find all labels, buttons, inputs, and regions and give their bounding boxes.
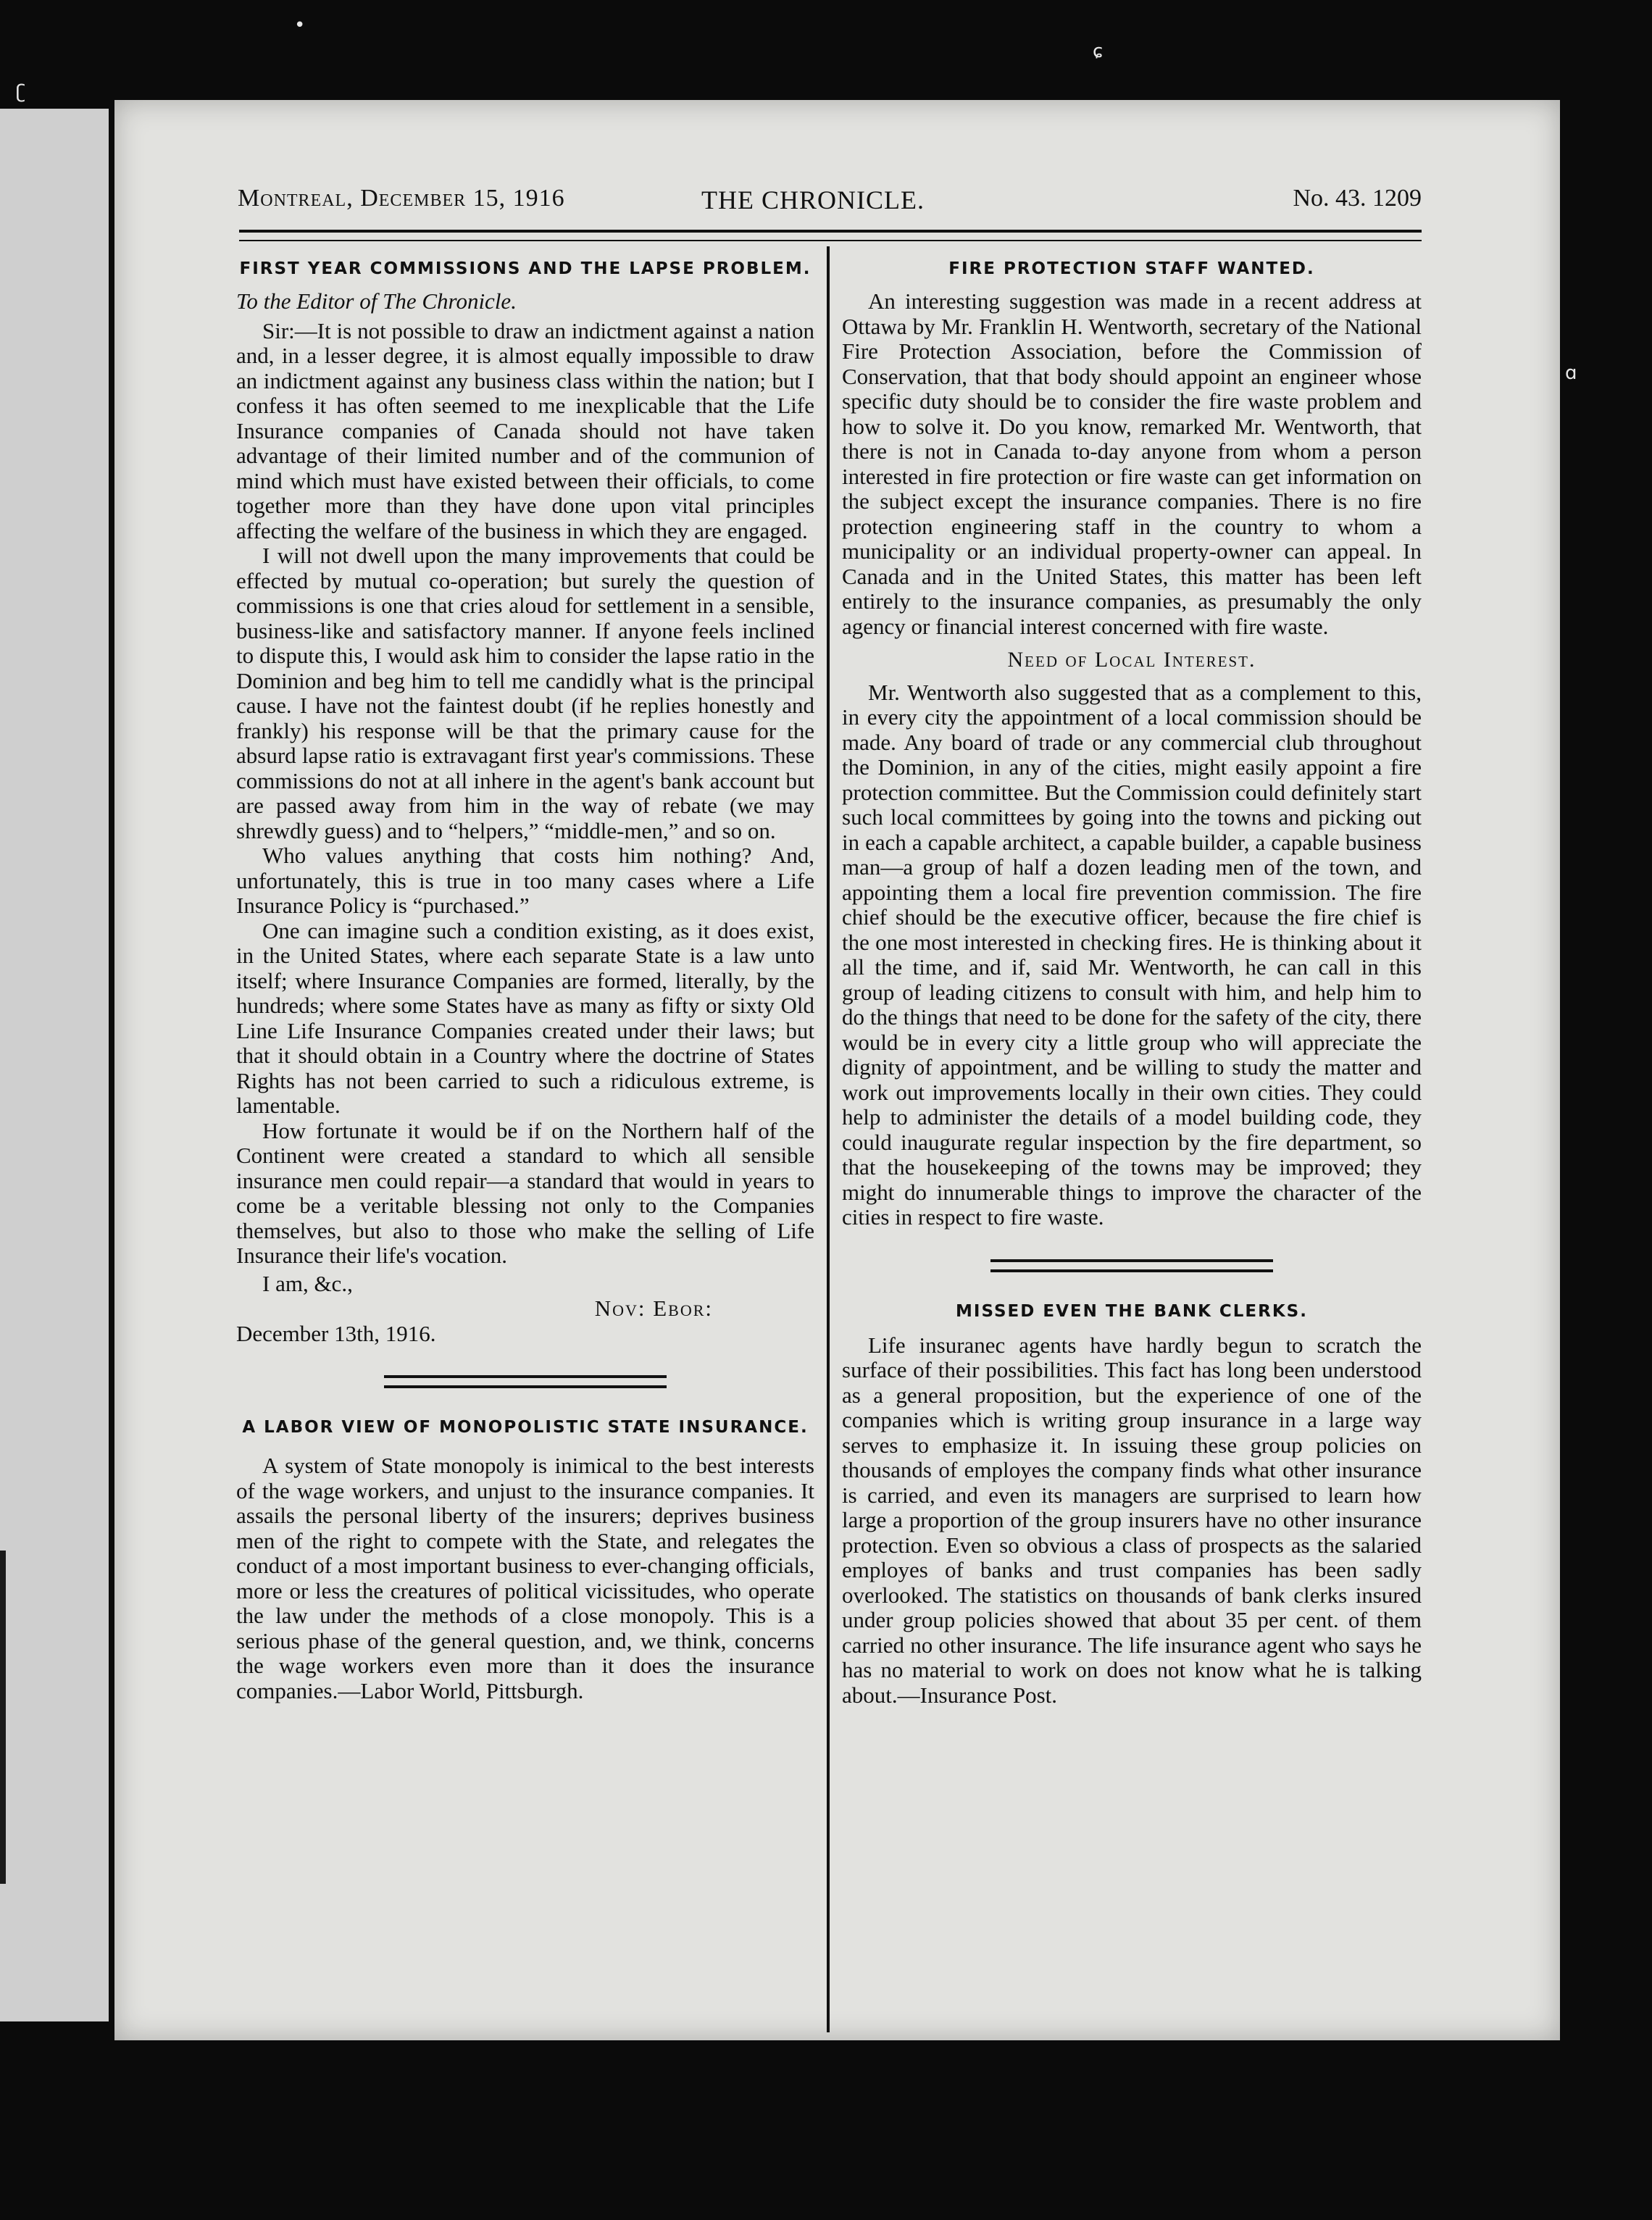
article-separator <box>384 1375 667 1388</box>
article-separator <box>990 1259 1273 1272</box>
film-speck: • <box>294 14 306 36</box>
film-speck: ɕ <box>1093 41 1104 62</box>
paragraph: I will not dwell upon the many improvements that could be effected by mutual co-operation; but surely the question of commissions is one that cries aloud for settlement in a sensible, business-like and satisfactory manner. If anyone feels inclined to dispute this, I would ask him to consider the lapse ratio in the Dominion and beg him to tell me candidly what is the principal cause. I have not the faintest doubt (if he replies honestly and frankly) his response will be that the primary cause for the absurd lapse ratio is extravagant first year's commissions. These commissions do not at all inhere in the agent's bank account but are passed away from him in the way of rebate (we may shrewdly guess) and to “helpers,” “middle-men,” and so on. <box>236 543 814 843</box>
header-issue-page-number: No. 43. 1209 <box>1293 185 1422 212</box>
letter-date: December 13th, 1916. <box>236 1320 436 1346</box>
paragraph: An interesting suggestion was made in a recent address at Ottawa by Mr. Franklin H. Wentworth, secretary of the National Fire Protection Association, before the Commission of Conservation, that that body should appoint an engineer whose specific duty should be to consider the fire waste problem and how to solve it. Do you know, remarked Mr. Wentworth, that there is not in Canada to-day anyone from whom a person interested in fire protection or fire waste can get information on the subject except the insurance companies. There is no fire protection engineering staff in the country to whom a municipality or an individual property-owner can appeal. In Canada and in the United States, this matter has been left entirely to the insurance companies, as presumably the only agency or financial interest concerned with fire waste. <box>842 288 1422 639</box>
article-title: FIRST YEAR COMMISSIONS AND THE LAPSE PROBLEM. <box>239 259 812 278</box>
article-title: A LABOR VIEW OF MONOPOLISTIC STATE INSURANCE. <box>242 1418 809 1437</box>
subheading: Need of Local Interest. <box>1007 648 1256 672</box>
header-publication-title: THE CHRONICLE. <box>701 185 925 214</box>
signature: Nov: Ebor: <box>594 1295 713 1321</box>
left-column <box>236 257 814 1703</box>
adjacent-page-edge <box>0 109 109 2021</box>
paragraph: Who values anything that costs him nothing? And, unfortunately, this is true in too many cases where a Life Insurance Policy is “purchased.” <box>236 843 814 918</box>
adjacent-page-shadow <box>0 1551 6 1884</box>
paragraph: Life insuranec agents have hardly begun to scratch the surface of their possibilities. This fact has long been understood as a general proposition, but the experience of one of the companies which is writing group insurance in a large way serves to emphasize it. In issuing these group policies on thousands of employes the company finds what other insurance is carried, and even its managers are surprised to learn how large a proportion of the group insurers have no other insurance protection. Even so obvious a class of prospects as the salaried employes of banks and trust companies has been sadly overlooked. The statistics on thousands of bank clerks insured under group policies showed that about 35 per cent. of them carried no other insurance. The life insurance agent who says he has no material to work on does not know what he is talking about.—Insurance Post. <box>842 1332 1422 1708</box>
paragraph: How fortunate it would be if on the Northern half of the Continent were created a standard to which all sensible insurance men could repair—a standard that would in years to come be a veritable blessing not only to the Companies themselves, but also to those who make the selling of Life Insurance their life's vocation. <box>236 1117 814 1268</box>
header-rule <box>239 230 1422 241</box>
paragraph: Mr. Wentworth also suggested that as a complement to this, in every city the appointment of a local commission should be made. Any board of trade or any commercial club throughout the Dominion, in any of the cities, might easily appoint a fire protection committee. But the Commission could definitely start such local committees by going into the towns and picking out in each a capable architect, a capable builder, a capable business man—a group of half a dozen leading men of the town, and appointing them a local fire prevention commission. The fire chief should be the executive officer, because the fire chief is the one most interested in checking fires. He is thinking about it all the time, and if, said Mr. Wentworth, he can call in this group of leading citizens to consult with him, and help him to do the things that need to be done for the safety of the city, there would be in every city a little group who will appreciate the dignity of appointment, and be willing to study the matter and work out improvements locally in their own cities. They could help to administer the details of a model building code, they could inaugurate regular inspection by the fire department, so that the housekeeping of the towns may be improved; they might do innumerable things to improve the character of the cities in respect to fire waste. <box>842 679 1422 1230</box>
paragraph: A system of State monopoly is inimical to the best interests of the wage workers, and unjust to the insurance companies. It assails the personal liberty of the insurers; deprives business men of the right to compete with the State, and relegates the conduct of a most important business to ever-changing officials, more or less the creatures of political vicissitudes, who operate the law under the methods of a close monopoly. This is a serious phase of the general question, and, we think, concerns the wage workers even more than it does the insurance companies.—Labor World, Pittsburgh. <box>236 1453 814 1703</box>
salutation: To the Editor of The Chronicle. <box>236 288 517 314</box>
header-dateline: Montreal, December 15, 1916 <box>238 185 565 212</box>
right-column <box>842 257 1422 1708</box>
column-divider <box>827 246 830 2032</box>
article-title: MISSED EVEN THE BANK CLERKS. <box>956 1301 1308 1321</box>
closing: I am, &c., <box>262 1270 353 1296</box>
film-speck: ɑ <box>1565 362 1577 384</box>
paragraph: Sir:—It is not possible to draw an indictment against a nation and, in a lesser degree, it is almost equally impossible to draw an indictment against any business class within the nation; but I confess it has often seemed to me inexplicable that the Life Insurance companies of Canada should not have taken advantage of their limited number and of the communion of mind which must have existed between their officials, to come together more than they have done upon vital principles affecting the welfare of the business in which they are engaged. <box>236 317 814 543</box>
film-speck: ʗ <box>16 81 26 103</box>
article-title: FIRE PROTECTION STAFF WANTED. <box>948 259 1315 278</box>
page-header <box>238 185 1422 228</box>
paragraph: One can imagine such a condition existing, as it does exist, in the United States, where each separate State is a law unto itself; where Insurance Companies are formed, literally, by the hundreds; where some States have as many as fifty or sixty Old Line Life Insurance Companies created under their laws; but that it should obtain in a Country where the doctrine of States Rights has not been carried to such a ridiculous extreme, is lamentable. <box>236 917 814 1118</box>
